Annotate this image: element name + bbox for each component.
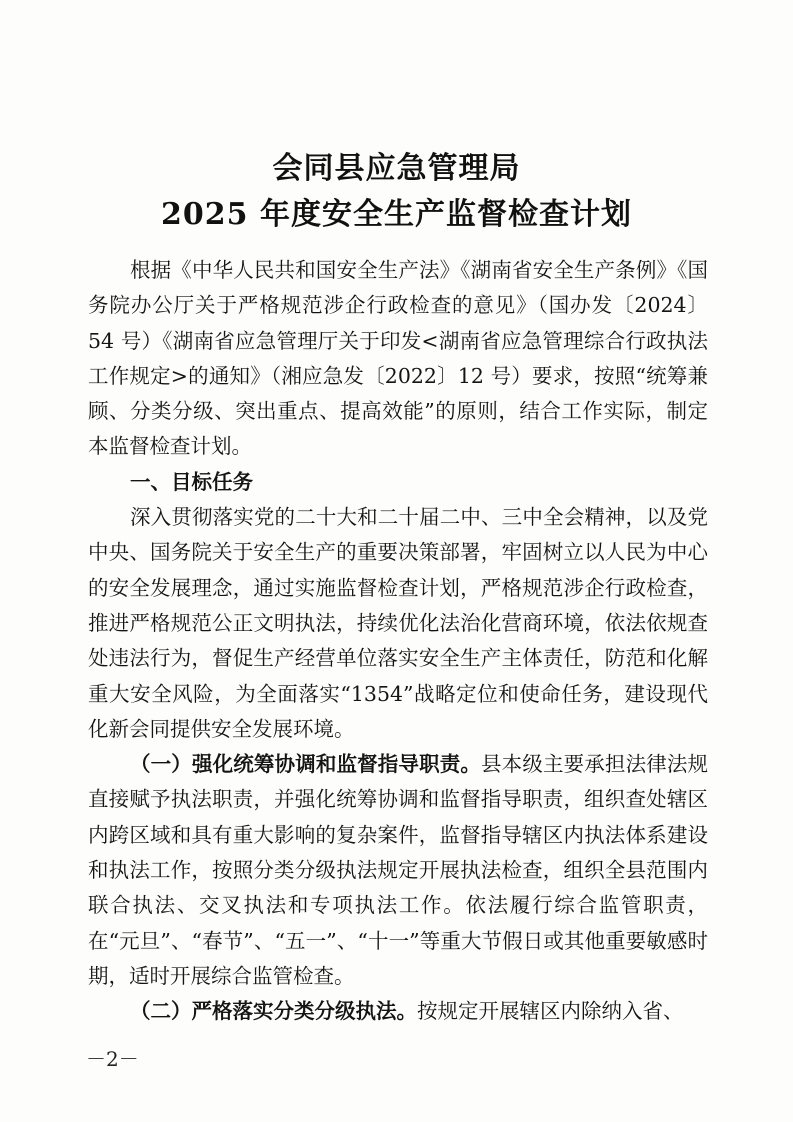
paragraph-classification xyxy=(88,994,708,1029)
page-number: －2－ xyxy=(86,1047,139,1071)
paragraph-classification-text: 按规定开展辖区内除纳入省、 xyxy=(417,999,684,1024)
document-body xyxy=(88,253,708,1030)
paragraph-coordination-text: 县本级主要承担法律法规直接赋予执法职责，并强化统筹协调和监督指导职责，组织查处辖区内跨区域和具有重大影响的复杂案件，监督指导辖区内执法体系建设和执法工作，按照分类分级执法规定开展执法检查，组织全县范围内联合执法、交叉执法和专项执法工作。依法履行综合监管职责，在“元旦”、“春节”、“五一”、“十一”等重大节假日或其他重要敏感时期，适时开展综合监管检查。 xyxy=(88,752,709,988)
paragraph-coordination xyxy=(88,747,708,994)
document-title-line2: 2025 年度安全生产监督检查计划 xyxy=(161,197,632,232)
paragraph-goals: 深入贯彻落实党的二十大和二十届二中、三中全会精神，以及党中央、国务院关于安全生产的重要决策部署，牢固树立以人民为中心的安全发展理念，通过实施监督检查计划，严格规范涉企行政检查，推进严格规范公正文明执法，持续优化法治化营商环境，依法依规查处违法行为，督促生产经营单位落实安全生产主体责任，防范和化解重大安全风险，为全面落实“1354”战略定位和使命任务，建设现代化新会同提供安全发展环境。 xyxy=(88,505,708,741)
subheading-classification: （二）严格落实分类分级执法。 xyxy=(130,999,418,1024)
subheading-coordination: （一）强化统筹协调和监督指导职责。 xyxy=(130,752,482,777)
document-title-line1: 会同县应急管理局 xyxy=(272,151,521,186)
paragraph-basis: 根据《中华人民共和国安全生产法》《湖南省安全生产条例》《国务院办公厅关于严格规范涉企行政检查的意见》（国办发〔2024〕54 号）《湖南省应急管理厅关于印发<湖南省应急管理综合行政执法工作规定>的通知》（湘应急发〔2022〕12 号）要求，按照“统筹兼顾、分类分级、突出重点、提高效能”的原则，结合工作实际，制定本监督检查计划。 xyxy=(88,258,708,459)
section-heading-goals: 一、目标任务 xyxy=(130,469,254,494)
